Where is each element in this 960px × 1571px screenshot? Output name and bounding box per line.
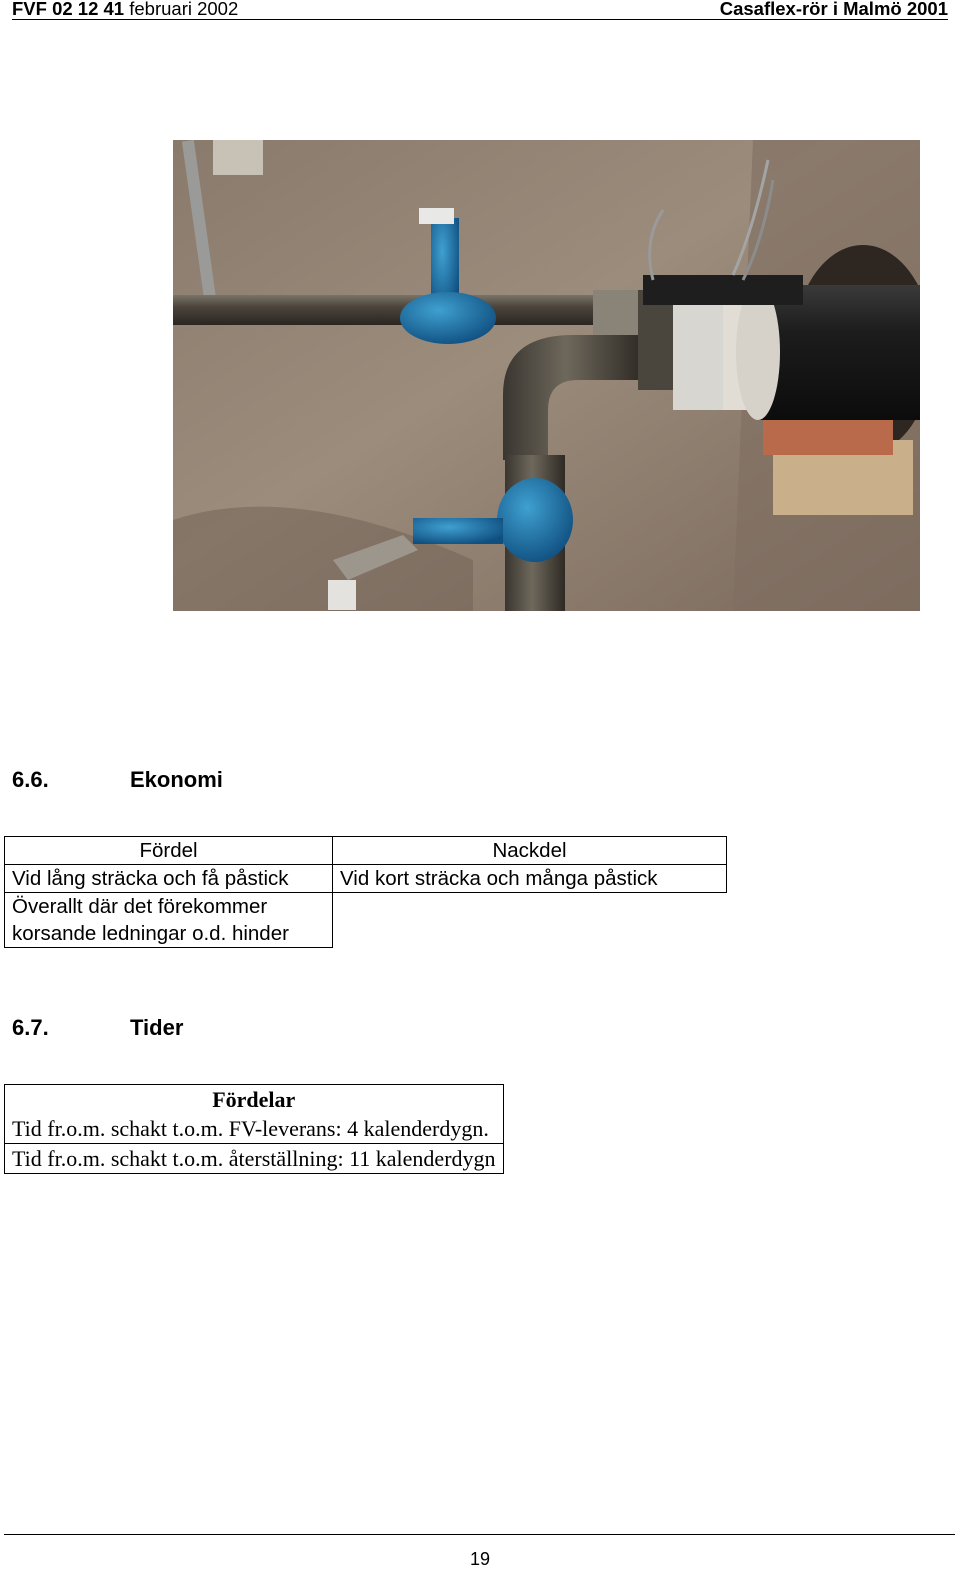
fordel-cell [5, 893, 333, 948]
heading-tider [12, 1016, 412, 1040]
ekonomi-table [4, 836, 727, 948]
tider-row: Tid fr.o.m. schakt t.o.m. FV-leverans: 4 kalenderdygn. [5, 1114, 504, 1144]
fordel-line: Vid lång sträcka och få påstick [12, 867, 289, 890]
fordel-line: Överallt där det förekommer [12, 895, 268, 918]
page-header [12, 0, 948, 20]
header-doc-id: FVF 02 12 41 [12, 0, 125, 19]
section-title: Tider [130, 1015, 184, 1040]
nackdel-cell [333, 865, 727, 893]
header-date: februari 2002 [129, 0, 239, 19]
section-number: 6.7. [12, 1015, 49, 1040]
col-header-fordel: Fördel [5, 837, 333, 865]
page-number: 19 [469, 1549, 491, 1569]
fordel-cell [5, 865, 333, 893]
fordel-line: korsande ledningar o.d. hinder [12, 922, 289, 945]
tider-row: Tid fr.o.m. schakt t.o.m. återställning: 11 kalenderdygn [5, 1144, 504, 1174]
empty-cell [333, 893, 727, 948]
section-number: 6.6. [12, 767, 49, 792]
heading-ekonomi [12, 768, 412, 792]
section-title: Ekonomi [130, 767, 223, 792]
tider-table [4, 1084, 504, 1174]
header-left [12, 0, 238, 19]
pipe-photo [173, 140, 920, 611]
header-project: Casaflex-rör i Malmö 2001 [719, 0, 948, 19]
nackdel-line: Vid kort sträcka och många påstick [340, 867, 658, 890]
col-header-fordelar: Fördelar [5, 1085, 504, 1115]
footer-rule [4, 1534, 955, 1535]
col-header-nackdel: Nackdel [333, 837, 727, 865]
